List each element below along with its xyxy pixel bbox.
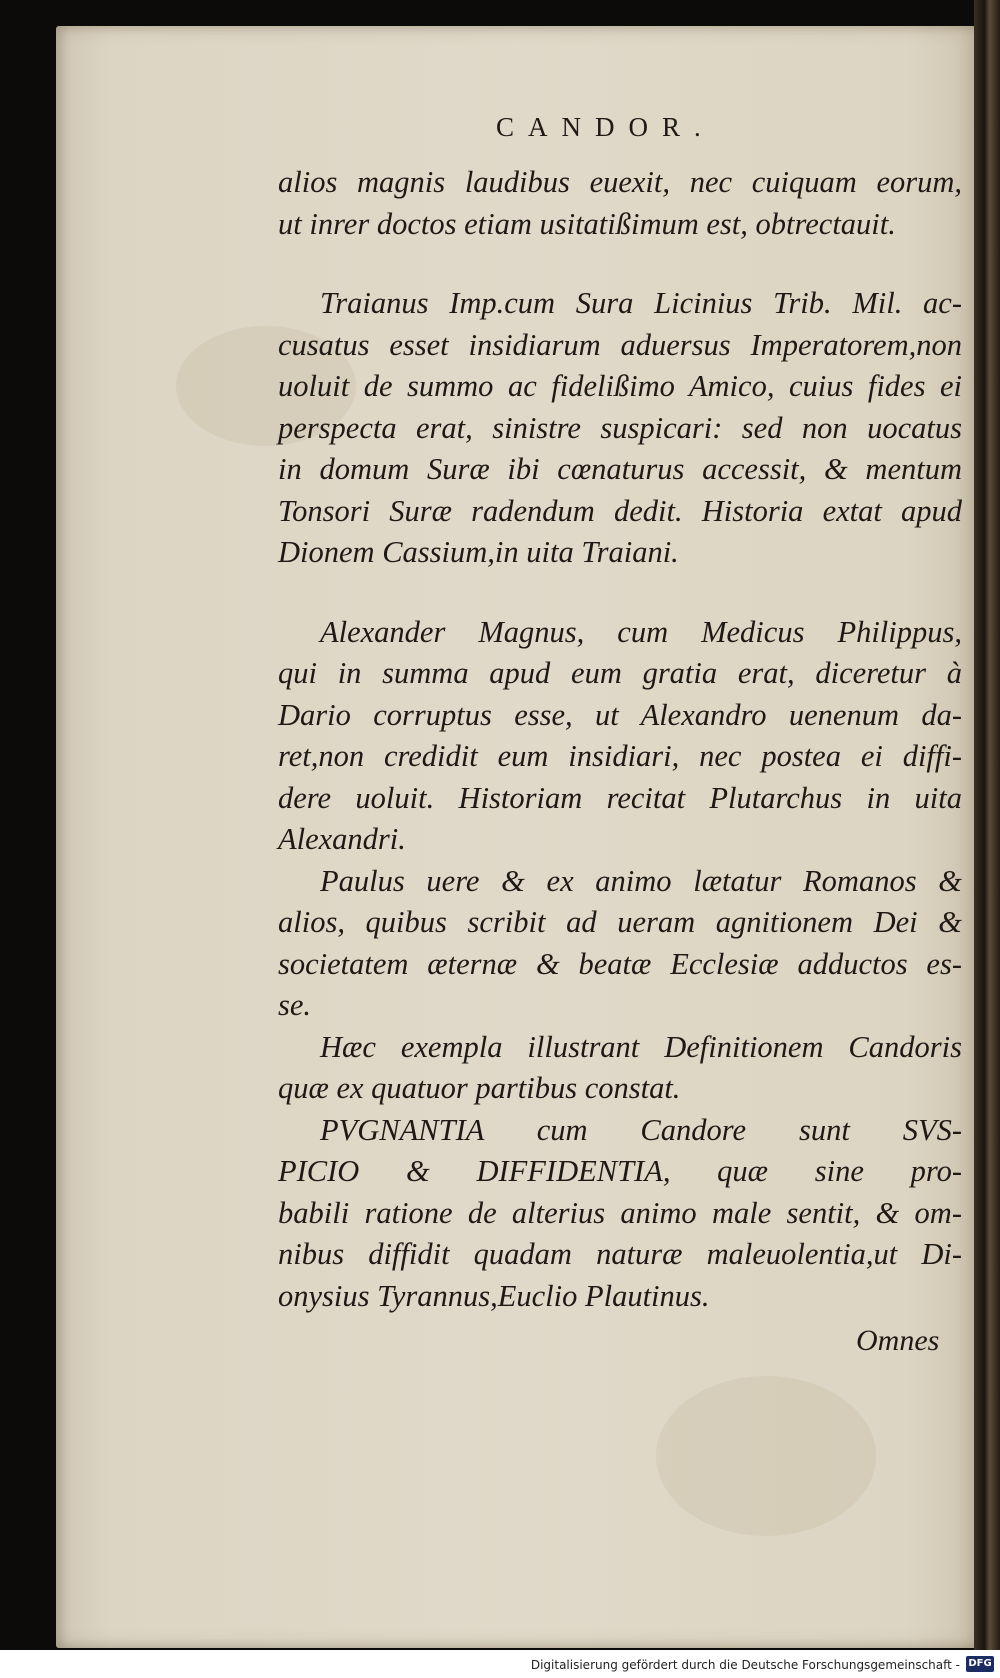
text-line: quæ ex quatuor partibus constat.	[278, 1071, 681, 1105]
text-line: Alexandri.	[278, 822, 406, 856]
text-line: Paulus uere & ex animo lætatur Romanos &	[320, 863, 962, 898]
text-line: Dario corruptus esse, ut Alexandro uenenum da-	[278, 697, 962, 732]
paragraph-gap	[278, 574, 962, 612]
text-line: societatem æternæ & beatæ Ecclesiæ adductos es-	[278, 946, 962, 981]
text-line: nibus diffidit quadam naturæ maleuolentia,ut Di-	[278, 1237, 962, 1271]
text-line: perspecta erat, sinistre suspicari: sed non uocatus	[278, 410, 962, 445]
text-line: qui in summa apud eum gratia erat, diceretur à	[278, 656, 962, 690]
running-header: CANDOR.	[496, 112, 715, 142]
paragraph-gap	[278, 245, 962, 283]
text-line: ut inrer doctos etiam usitatißimum est, obtrectauit.	[278, 206, 896, 241]
paper-stain	[656, 1376, 876, 1536]
footer-bar	[0, 1652, 1000, 1678]
body-text	[278, 162, 962, 1317]
text-line: Alexander Magnus, cum Medicus Philippus,	[320, 614, 962, 649]
text-line: ret,non credidit eum insidiari, nec postea ei diffi-	[278, 739, 962, 773]
text-line: se.	[278, 988, 312, 1022]
text-line: cusatus esset insidiarum aduersus Imperatorem,non	[278, 327, 962, 362]
text-line: Traianus Imp.cum Sura Licinius Trib. Mil. ac-	[320, 286, 962, 320]
dfg-logo: DFG	[966, 1656, 994, 1672]
text-line: Dionem Cassium,in uita Traiani.	[278, 535, 679, 569]
text-line: PVGNANTIA cum Candore sunt SVS-	[320, 1112, 962, 1147]
text-line: Tonsori Suræ radendum dedit. Historia extat apud	[278, 493, 962, 528]
catchword: Omnes	[856, 1324, 940, 1357]
text-line: Hæc exempla illustrant Definitionem Candoris	[320, 1029, 962, 1064]
text-line: uoluit de summo ac fidelißimo Amico, cuius fides ei	[278, 369, 962, 403]
text-line: PICIO & DIFFIDENTIA, quæ sine pro-	[278, 1154, 962, 1188]
text-line: babili ratione de alterius animo male sentit, & om-	[278, 1195, 962, 1230]
text-line: alios, quibus scribit ad ueram agnitionem Dei &	[278, 905, 962, 939]
text-line: alios magnis laudibus euexit, nec cuiquam eorum,	[278, 165, 962, 199]
footer-credit: Digitalisierung gefördert durch die Deutsche Forschungsgemeinschaft -	[530, 1658, 960, 1672]
page-edge	[974, 0, 1000, 1650]
text-line: onysius Tyrannus,Euclio Plautinus.	[278, 1278, 710, 1313]
text-line: dere uoluit. Historiam recitat Plutarchus in uita	[278, 780, 962, 815]
text-line: in domum Suræ ibi cœnaturus accessit, & mentum	[278, 452, 962, 486]
